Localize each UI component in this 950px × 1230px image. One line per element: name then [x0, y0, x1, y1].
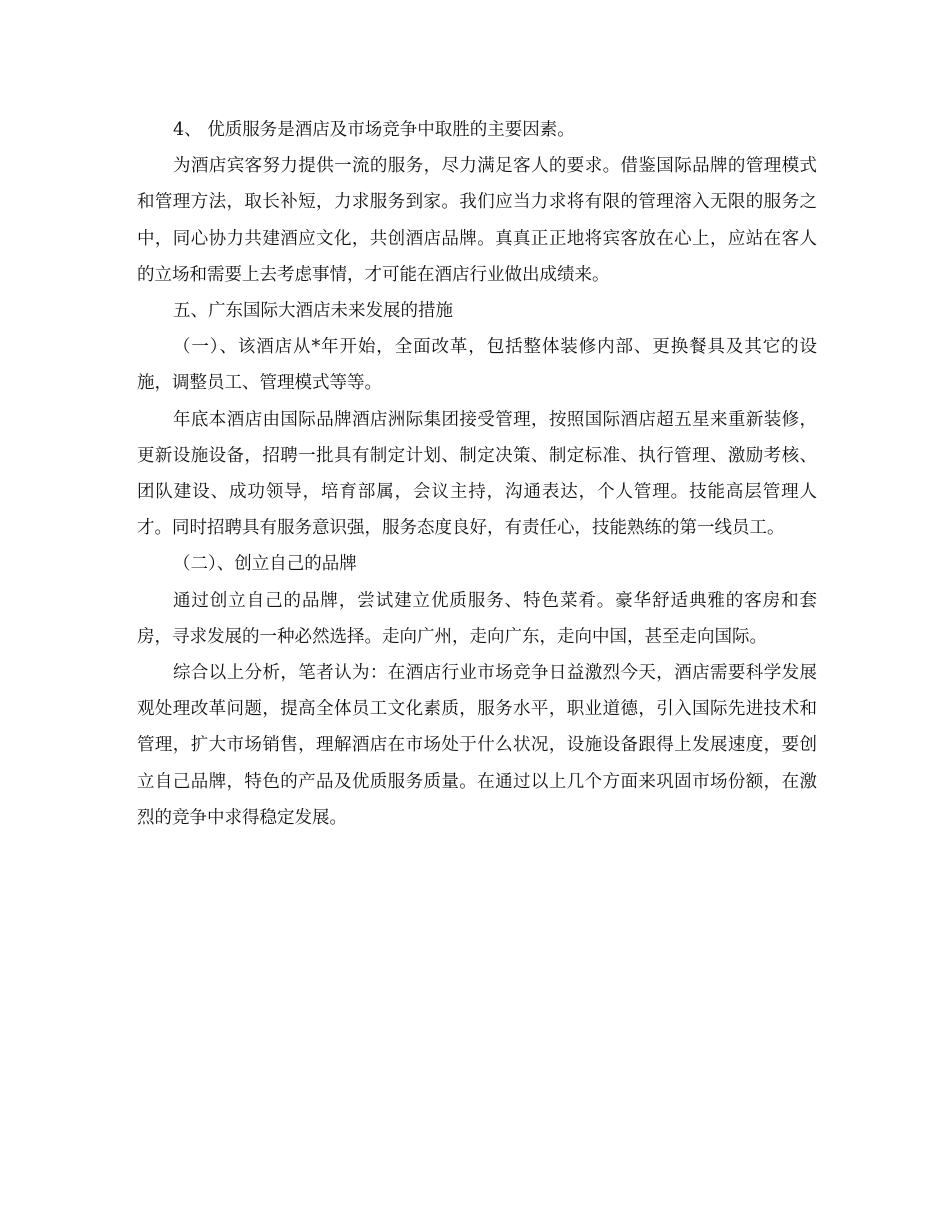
subheading-brand: （二）、创立自己的品牌 — [173, 554, 357, 575]
paragraph-service: 为酒店宾客努力提供一流的服务，尽力满足客人的要求。借鉴国际品牌的管理模式和管理方法，取长补短，力求服务到家。我们应当力求将有限的管理溶入无限的服务之中，同心协力共建酒应文化，共创酒店品牌。真真正正地将宾客放在心上，应站在客人的立场和需要上去考虑事情，才可能在酒店行业做出成绩来。 — [137, 156, 817, 285]
document-body — [137, 112, 817, 836]
paragraph-brand: 通过创立自己的品牌，尝试建立优质服务、特色菜肴。豪华舒适典雅的客房和套房，寻求发展的一种必然选择。走向广州，走向广东，走向中国，甚至走向国际。 — [137, 590, 817, 647]
paragraph-reform: （一）、该酒店从*年开始，全面改革，包括整体装修内部、更换餐具及其它的设施，调整员工、管理模式等等。 — [137, 337, 817, 394]
paragraph-conclusion: 综合以上分析，笔者认为：在酒店行业市场竞争日益激烈今天，酒店需要科学发展观处理改革问题，提高全体员工文化素质，服务水平，职业道德，引入国际先进技术和管理，扩大市场销售，理解酒店在市场处于什么状况，设施设备跟得上发展速度，要创立自己品牌，特色的产品及优质服务质量。在通过以上几个方面来巩固市场份额，在激烈的竞争中求得稳定发展。 — [137, 663, 817, 828]
paragraph-management: 年底本酒店由国际品牌酒店洲际集团接受管理，按照国际酒店超五星来重新装修，更新设施设备，招聘一批具有制定计划、制定决策、制定标准、执行管理、激励考核、团队建设、成功领导，培育部属，会议主持，沟通表达，个人管理。技能高层管理人才。同时招聘具有服务意识强，服务态度良好，有责任心，技能熟练的第一线员工。 — [137, 409, 817, 539]
paragraph-point-4: 4、 优质服务是酒店及市场竞争中取胜的主要因素。 — [173, 120, 575, 140]
section-heading-measures: 五、广东国际大酒店未来发展的措施 — [173, 301, 453, 322]
